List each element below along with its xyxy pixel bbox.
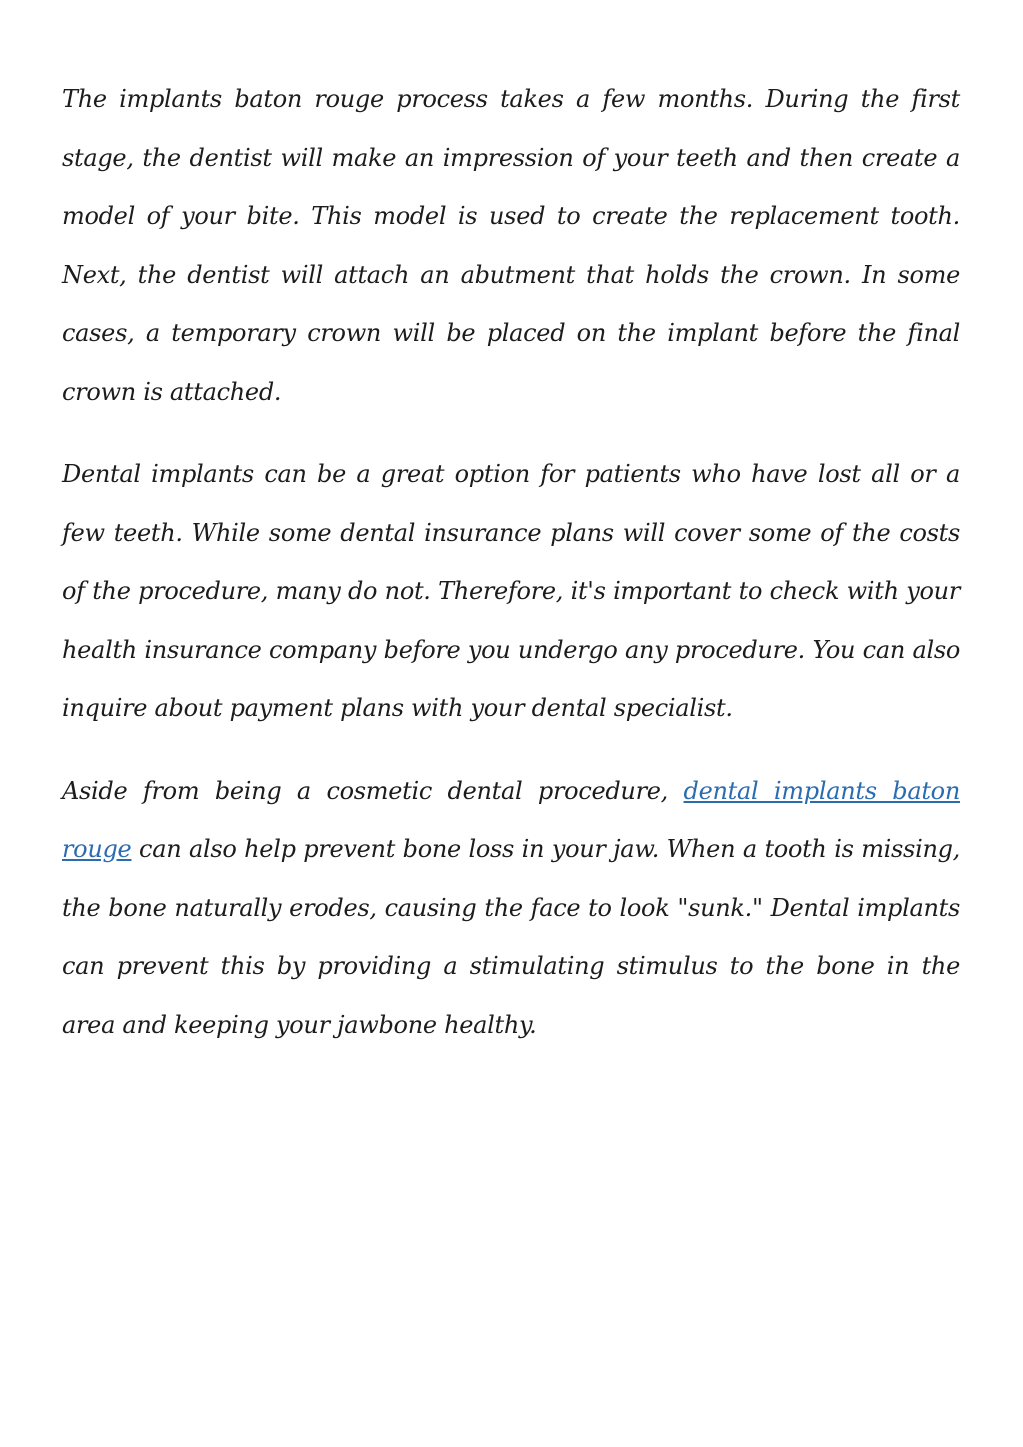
paragraph-implant-process: The implants baton rouge process takes a few months. During the first stage, the dentist will make an impression of your teeth and then create a model of your bite. This model is used to create the replacement tooth. Next, the dentist will attach an abutment that holds the crown. In some cases, a temporary crown will be placed on the implant before the final crown is attached. xyxy=(62,85,960,406)
dental-implants-link[interactable]: dental implants baton rouge xyxy=(62,776,960,863)
paragraph-insurance: Dental implants can be a great option for patients who have lost all or a few teeth. While some dental insurance plans will cover some of the costs of the procedure, many do not. Therefore, it's important to check with your health insurance company before you undergo any procedure. You can also inquire about payment plans with your dental specialist. xyxy=(62,460,960,722)
paragraph-bone-loss-body: can also help prevent bone loss in your jaw. When a tooth is missing, the bone naturally erodes, causing the face to look "sunk." Dental implants can prevent this by providing a stimulating stimulus to the bone in the area and keeping your jawbone healthy. xyxy=(62,835,960,1039)
document-page xyxy=(62,70,960,1078)
paragraph-bone-loss xyxy=(62,762,960,1055)
paragraph-bone-loss-intro: Aside from being a cosmetic dental procedure, xyxy=(62,776,684,805)
